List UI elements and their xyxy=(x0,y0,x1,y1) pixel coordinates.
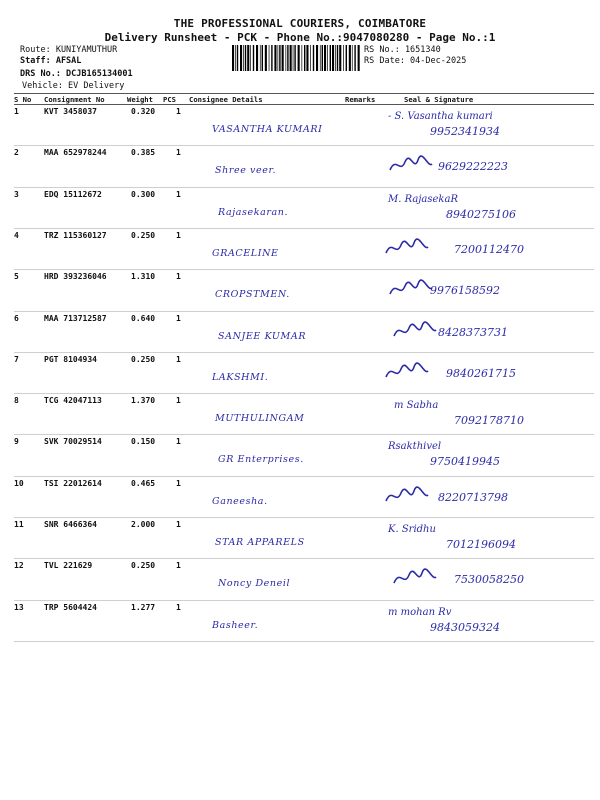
row-consignment-no: HRD 393236046 xyxy=(44,272,107,282)
row-consignment-no: MAA 652978244 xyxy=(44,148,107,158)
row-weight: 0.640 xyxy=(131,313,156,323)
row-consignee-name: Shree veer. xyxy=(215,165,277,177)
row-consignment-no: SVK 70029514 xyxy=(44,437,102,447)
row-consignment-no: TRZ 115360127 xyxy=(44,230,107,240)
route-label: Route: KUNIYAMUTHUR xyxy=(20,45,118,55)
col-header-sno: S No xyxy=(14,95,32,104)
row-signature-phone: 8428373731 xyxy=(438,325,508,339)
row-signature-scribble xyxy=(384,361,430,383)
row-divider xyxy=(14,517,594,518)
row-weight: 0.150 xyxy=(131,437,156,447)
row-pcs: 1 xyxy=(176,272,181,282)
row-signature-phone: 7092178710 xyxy=(454,414,524,428)
row-consignment-no: PGT 8104934 xyxy=(44,354,97,364)
row-weight: 0.250 xyxy=(131,230,156,240)
row-weight: 0.320 xyxy=(131,107,156,116)
row-consignee-name: GRACELINE xyxy=(212,247,279,259)
row-consignment-no: MAA 713712587 xyxy=(44,313,107,323)
rs-date: RS Date: 04-Dec-2025 xyxy=(364,56,467,66)
row-sno: 11 xyxy=(14,520,24,529)
row-divider xyxy=(14,228,594,229)
vehicle-label: Vehicle: EV Delivery xyxy=(22,81,125,91)
row-sno: 2 xyxy=(14,148,19,158)
col-header-weight: Weight xyxy=(127,95,153,104)
row-consignee-name: Noncy Deneil xyxy=(218,578,291,590)
row-sno: 12 xyxy=(14,561,24,571)
row-signature-name: - S. Vasantha kumari xyxy=(388,111,493,122)
row-signature-name: M. RajasekaR xyxy=(388,193,458,205)
row-pcs: 1 xyxy=(176,437,181,447)
row-signature-name: m mohan Rv xyxy=(388,606,452,618)
row-consignee-name: Ganeesha. xyxy=(212,495,268,507)
row-pcs: 1 xyxy=(176,561,181,571)
row-weight: 0.300 xyxy=(131,189,156,199)
row-weight: 1.310 xyxy=(131,272,156,282)
row-divider xyxy=(14,393,594,394)
row-divider xyxy=(14,476,594,477)
row-consignee-name: GR Enterprises. xyxy=(218,454,304,466)
row-signature-scribble xyxy=(392,567,438,589)
row-pcs: 1 xyxy=(176,230,181,240)
row-consignee-name: SANJEE KUMAR xyxy=(218,330,307,342)
row-pcs: 1 xyxy=(176,148,181,158)
row-sno: 13 xyxy=(14,602,24,612)
row-divider xyxy=(14,600,594,601)
row-consignment-no: TSI 22012614 xyxy=(44,478,102,488)
row-consignment-no: TRP 5604424 xyxy=(44,602,97,612)
row-signature-phone: 8220713798 xyxy=(438,490,508,504)
row-signature-phone: 9843059324 xyxy=(430,620,500,634)
document-subtitle: Delivery Runsheet - PCK - Phone No.:9047080280 - Page No.:1 xyxy=(104,31,496,44)
row-consignment-no: TVL 221629 xyxy=(44,561,93,571)
row-signature-name: Rsakthivel xyxy=(388,441,442,453)
row-divider xyxy=(14,558,594,559)
row-consignment-no: KVT 3458037 xyxy=(44,107,97,116)
row-weight: 1.277 xyxy=(131,602,156,612)
row-consignment-no: EDQ 15112672 xyxy=(44,189,102,199)
row-pcs: 1 xyxy=(176,602,181,612)
row-pcs: 1 xyxy=(176,478,181,488)
barcode-graphic xyxy=(232,45,360,71)
row-sno: 4 xyxy=(14,230,19,240)
row-pcs: 1 xyxy=(176,107,181,116)
row-consignee-name: Basheer. xyxy=(212,619,259,631)
row-signature-scribble xyxy=(388,278,434,300)
row-weight: 1.370 xyxy=(131,396,156,406)
row-sno: 7 xyxy=(14,354,19,364)
row-divider xyxy=(14,434,594,435)
row-sno: 1 xyxy=(14,107,19,116)
row-consignee-name: Rajasekaran. xyxy=(218,206,289,218)
row-signature-phone: 9629222223 xyxy=(438,160,508,174)
row-signature-phone: 9840261715 xyxy=(446,366,516,380)
row-sno: 10 xyxy=(14,478,24,488)
row-signature-name: K. Sridhu xyxy=(388,524,436,535)
row-consignee-name: STAR APPARELS xyxy=(215,537,305,548)
row-consignee-name: VASANTHA KUMARI xyxy=(212,124,323,135)
row-divider xyxy=(14,311,594,312)
row-consignee-name: MUTHULINGAM xyxy=(215,413,305,425)
row-sno: 3 xyxy=(14,189,19,199)
row-signature-scribble xyxy=(384,485,430,507)
row-pcs: 1 xyxy=(176,396,181,406)
col-header-consignment: Consignment No xyxy=(44,95,105,104)
row-divider xyxy=(14,352,594,353)
row-signature-scribble xyxy=(388,154,434,176)
row-consignee-name: CROPSTMEN. xyxy=(215,289,290,301)
row-pcs: 1 xyxy=(176,189,181,199)
row-divider xyxy=(14,269,594,270)
rs-number: RS No.: 1651340 xyxy=(364,45,441,55)
row-weight: 0.385 xyxy=(131,148,156,158)
row-weight: 2.000 xyxy=(131,520,156,529)
row-consignment-no: SNR 6466364 xyxy=(44,520,97,529)
header-top-rule xyxy=(14,93,594,94)
row-signature-phone: 9976158592 xyxy=(430,284,500,298)
row-consignment-no: TCG 42047113 xyxy=(44,396,102,406)
row-divider xyxy=(14,145,594,146)
col-header-consignee: Consignee Details xyxy=(189,95,263,104)
col-header-pcs: PCS xyxy=(163,95,176,104)
row-signature-phone: 9750419945 xyxy=(430,455,500,469)
row-sno: 6 xyxy=(14,313,19,323)
row-signature-phone: 7200112470 xyxy=(454,242,524,256)
row-sno: 9 xyxy=(14,437,19,447)
row-pcs: 1 xyxy=(176,313,181,323)
drs-number: DRS No.: DCJB165134001 xyxy=(20,69,133,79)
col-header-seal: Seal & Signature xyxy=(404,95,474,104)
row-signature-phone: 7530058250 xyxy=(454,573,524,587)
row-weight: 0.465 xyxy=(131,478,156,488)
document-title: THE PROFESSIONAL COURIERS, COIMBATORE xyxy=(173,17,427,30)
row-consignee-name: LAKSHMI. xyxy=(212,371,269,383)
row-signature-name: m Sabha xyxy=(394,400,439,412)
row-sno: 5 xyxy=(14,272,19,282)
row-signature-scribble xyxy=(384,237,430,259)
row-signature-phone: 7012196094 xyxy=(446,538,516,551)
row-divider xyxy=(14,641,594,642)
row-pcs: 1 xyxy=(176,354,181,364)
row-weight: 0.250 xyxy=(131,354,156,364)
header-bottom-rule xyxy=(14,104,594,105)
staff-label: Staff: AFSAL xyxy=(20,56,82,66)
col-header-remarks: Remarks xyxy=(345,95,376,104)
row-signature-phone: 9952341934 xyxy=(430,125,500,138)
row-pcs: 1 xyxy=(176,520,181,529)
row-weight: 0.250 xyxy=(131,561,156,571)
row-signature-phone: 8940275106 xyxy=(446,207,516,221)
row-divider xyxy=(14,187,594,188)
row-signature-scribble xyxy=(392,320,438,342)
row-sno: 8 xyxy=(14,396,19,406)
